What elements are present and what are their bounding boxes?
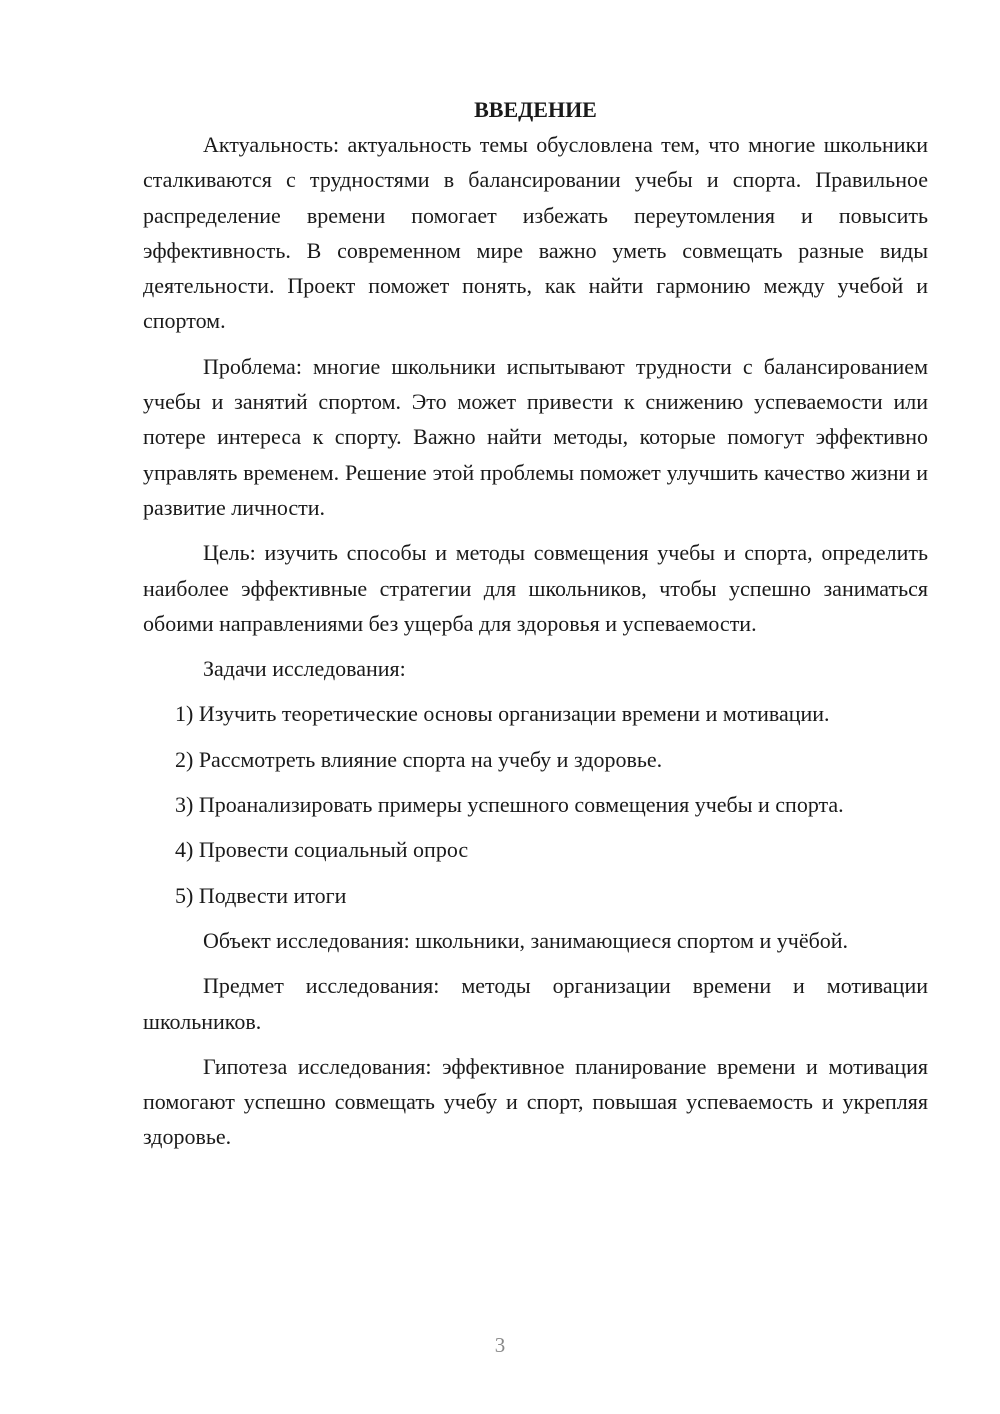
subject-paragraph: Предмет исследования: методы организации времени и мотивации школьников. xyxy=(143,973,928,1034)
page-title: ВВЕДЕНИЕ xyxy=(474,97,597,122)
task-item-1: 1) Изучить теоретические основы организации времени и мотивации. xyxy=(175,701,830,727)
page-number: 3 xyxy=(494,1333,506,1357)
hypothesis-paragraph: Гипотеза исследования: эффективное планирование времени и мотивация помогают успешно совмещать учебу и спорт, повышая успеваемость и укрепляя здоровье. xyxy=(143,1053,928,1150)
problem-paragraph: Проблема: многие школьники испытывают трудности с балансированием учебы и занятий спортом. Это может привести к снижению успеваемости или потере интереса к спорту. Важно найти методы, которые помогут эффективно управлять временем. Решение этой проблемы поможет улучшить качество жизни и развитие личности. xyxy=(143,353,928,520)
task-item-4: 4) Провести социальный опрос xyxy=(175,837,469,863)
tasks-heading: Задачи исследования: xyxy=(203,656,406,682)
goal-paragraph: Цель: изучить способы и методы совмещения учебы и спорта, определить наиболее эффективные стратегии для школьников, чтобы успешно заниматься обоими направлениями без ущерба для здоровья и успеваемости. xyxy=(143,540,928,636)
object-paragraph: Объект исследования: школьники, занимающиеся спортом и учёбой. xyxy=(203,927,849,953)
document-page xyxy=(143,92,928,1155)
relevance-paragraph: Актуальность: актуальность темы обусловлена тем, что многие школьники сталкиваются с трудностями в балансировании учебы и спорта. Правильное распределение времени помогает избежать переутомления и повысить эффективность. В современном мире важно уметь совмещать разные виды деятельности. Проект поможет понять, как найти гармонию между учебой и спортом. xyxy=(143,132,928,334)
task-item-5: 5) Подвести итоги xyxy=(175,882,347,908)
task-item-2: 2) Рассмотреть влияние спорта на учебу и здоровье. xyxy=(175,746,663,772)
task-item-3: 3) Проанализировать примеры успешного совмещения учебы и спорта. xyxy=(175,792,844,818)
